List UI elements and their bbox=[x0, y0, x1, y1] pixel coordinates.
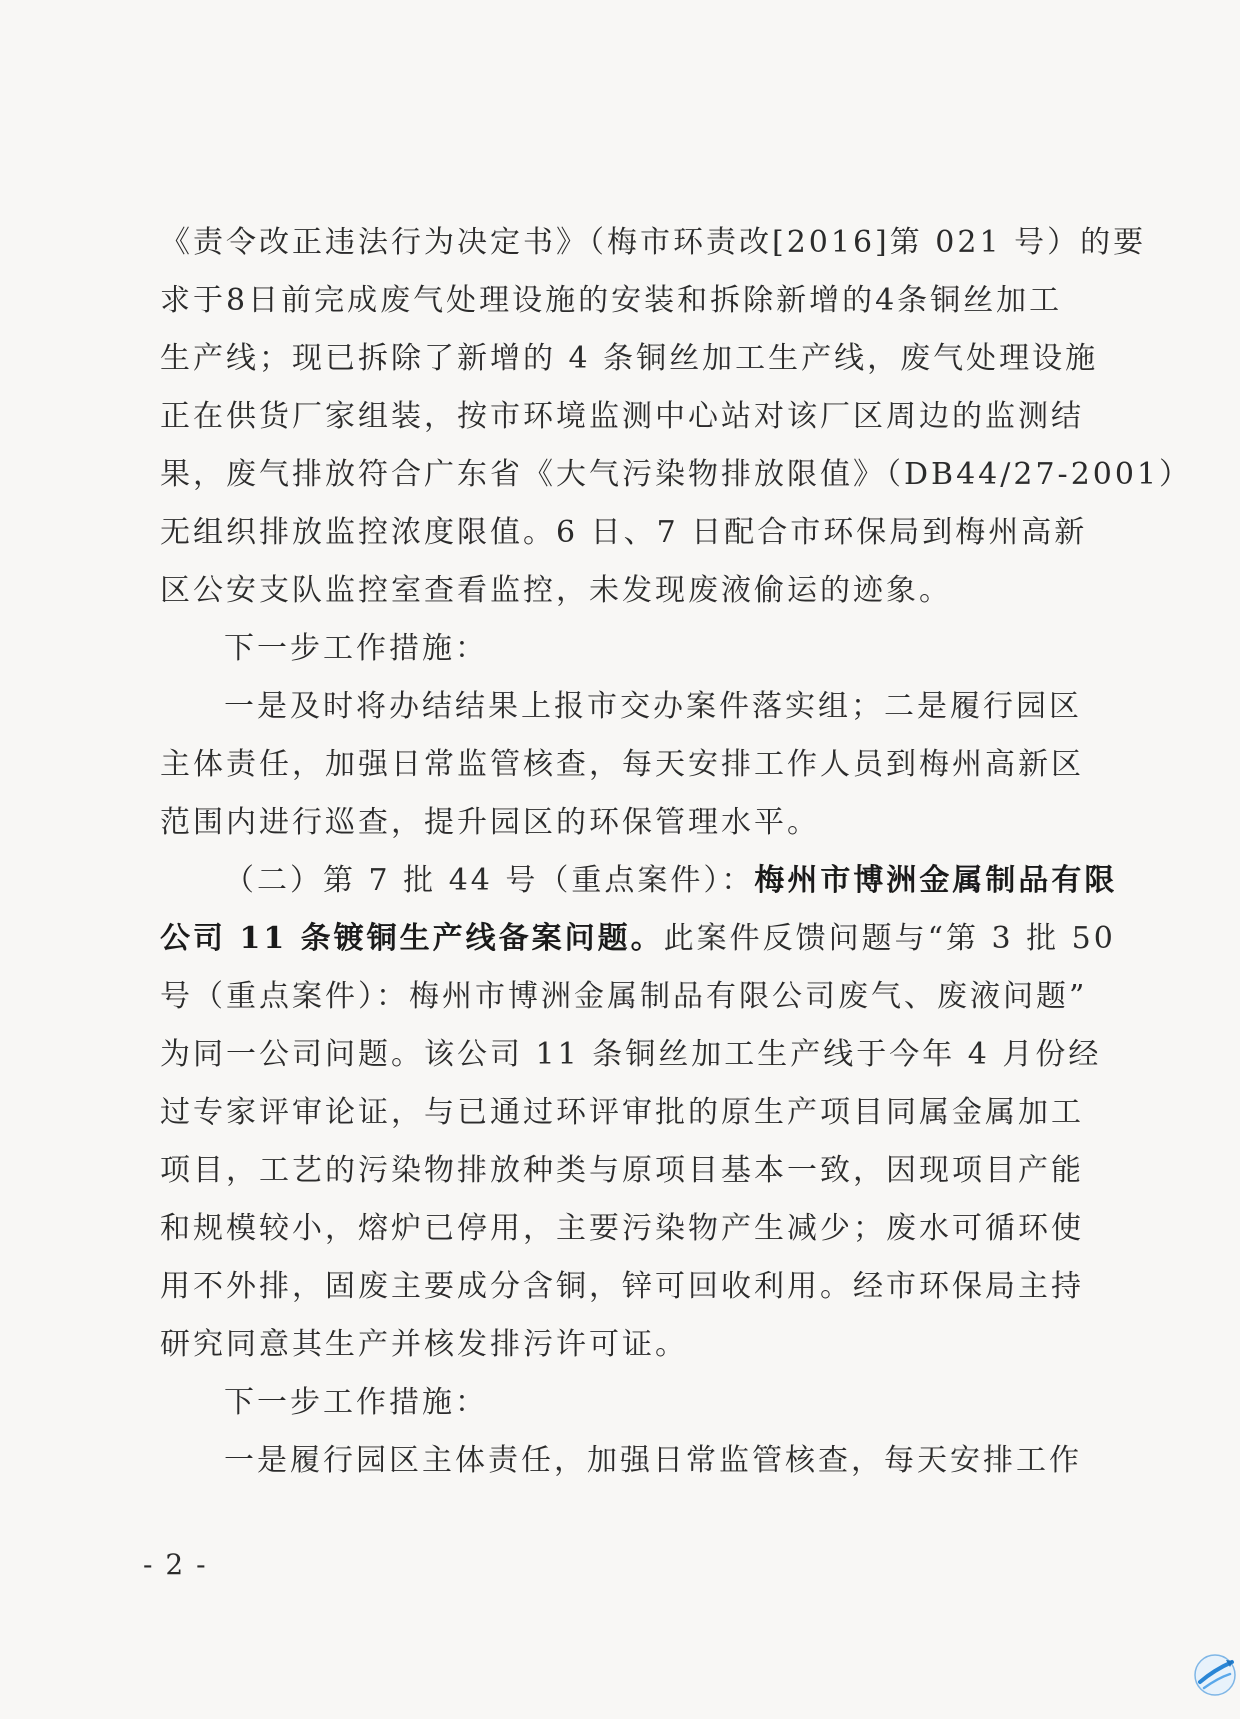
document-body bbox=[160, 214, 1193, 1490]
text-line: 区公安支队监控室查看监控，未发现废液偷运的迹象。 bbox=[160, 573, 952, 608]
text-line: 《责令改正违法行为决定书》（梅市环责改[2016]第 021 号）的要 bbox=[160, 225, 1147, 260]
text-line: 用不外排，固废主要成分含铜，锌可回收利用。经市环保局主持 bbox=[160, 1269, 1084, 1304]
text-line: 生产线；现已拆除了新增的 4 条铜丝加工生产线，废气处理设施 bbox=[160, 341, 1099, 376]
text-line: 为同一公司问题。该公司 11 条铜丝加工生产线于今年 4 月份经 bbox=[160, 1037, 1102, 1072]
case-heading-line-2 bbox=[160, 910, 1116, 968]
text-line: 项目，工艺的污染物排放种类与原项目基本一致，因现项目产能 bbox=[160, 1153, 1084, 1188]
text-line: 号（重点案件）：梅州市博洲金属制品有限公司废气、废液问题” bbox=[160, 979, 1088, 1014]
case-heading-line bbox=[160, 852, 1118, 910]
text-line: 主体责任，加强日常监管核查，每天安排工作人员到梅州高新区 bbox=[160, 747, 1084, 782]
text-line: 过专家评审论证，与已通过环评审批的原生产项目同属金属加工 bbox=[160, 1095, 1084, 1130]
case-title-part2: 公司 11 条镀铜生产线备案问题。 bbox=[160, 921, 664, 956]
section-heading-next-steps-2: 下一步工作措施： bbox=[224, 1385, 488, 1420]
text-line: 范围内进行巡查，提升园区的环保管理水平。 bbox=[160, 805, 820, 840]
page-number: - 2 - bbox=[143, 1548, 208, 1581]
text-line: 求于8日前完成废气处理设施的安装和拆除新增的4条铜丝加工 bbox=[160, 283, 1063, 318]
text-line: 无组织排放监控浓度限值。6 日、7 日配合市环保局到梅州高新 bbox=[160, 515, 1088, 550]
logo-icon bbox=[1192, 1652, 1238, 1698]
case-number: （二）第 7 批 44 号（重点案件）： bbox=[224, 863, 755, 898]
section-heading-next-steps: 下一步工作措施： bbox=[224, 631, 488, 666]
text-line: 和规模较小，熔炉已停用，主要污染物产生减少；废水可循环使 bbox=[160, 1211, 1084, 1246]
text-line: 一是履行园区主体责任，加强日常监管核查，每天安排工作 bbox=[224, 1443, 1082, 1478]
case-description-start: 此案件反馈问题与“第 3 批 50 bbox=[663, 921, 1116, 956]
text-line: 正在供货厂家组装，按市环境监测中心站对该厂区周边的监测结 bbox=[160, 399, 1084, 434]
text-line: 果，废气排放符合广东省《大气污染物排放限值》（DB44/27-2001） bbox=[160, 457, 1193, 492]
case-title-part1: 梅州市博洲金属制品有限 bbox=[754, 863, 1118, 898]
text-line: 一是及时将办结结果上报市交办案件落实组；二是履行园区 bbox=[224, 689, 1082, 724]
text-line: 研究同意其生产并核发排污许可证。 bbox=[160, 1327, 688, 1362]
